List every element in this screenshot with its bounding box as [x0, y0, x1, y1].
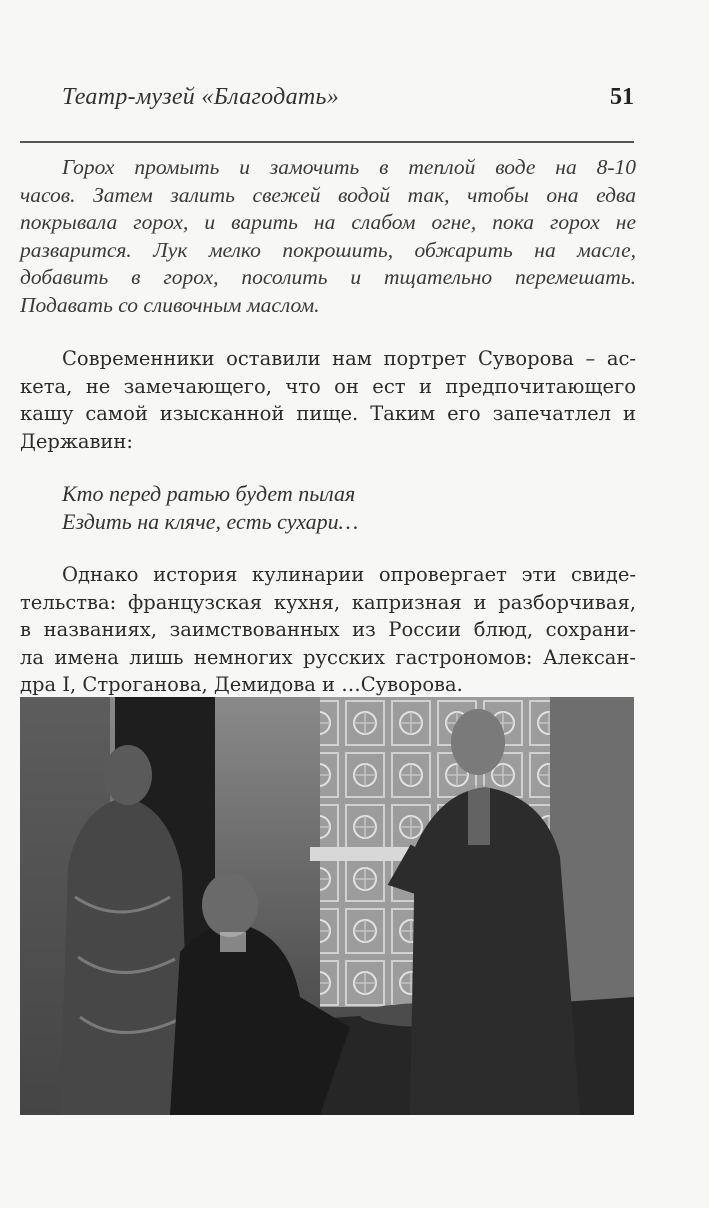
- paragraph-line: кета, не замечающего, что он ест и предпочитающего: [20, 374, 636, 398]
- running-header: [62, 84, 634, 118]
- recipe-line: часов. Затем залить свежей водой так, чтобы она едва: [20, 182, 636, 207]
- recipe-text: [20, 154, 636, 319]
- paragraph-line: кашу самой изысканной пище. Таким его запечатлел и: [20, 402, 636, 426]
- verse-quote: [62, 480, 622, 536]
- paragraph-line: в названиях, заимствованных из России блюд, сохрани-: [20, 618, 636, 642]
- recipe-line: добавить в горох, посолить и тщательно перемешать.: [20, 265, 636, 289]
- verse-line: Ездить на кляче, есть сухари…: [62, 509, 359, 534]
- photo-illustration: [20, 697, 634, 1115]
- museum-wax-figures-photo: [20, 697, 634, 1115]
- page-number: 51: [610, 84, 634, 110]
- paragraph-line: тельства: французская кухня, капризная и разборчивая,: [20, 590, 636, 614]
- header-rule: [20, 141, 634, 143]
- recipe-line: Подавать со сливочным маслом.: [20, 292, 320, 317]
- recipe-line: покрывала горох, и варить на слабом огне, пока горох не: [20, 210, 636, 234]
- verse-line: Кто перед ратью будет пылая: [62, 481, 356, 506]
- paragraph-line: Однако история кулинарии опровергает эти свиде-: [62, 563, 636, 586]
- running-title: Театр-музей «Благодать»: [62, 84, 340, 110]
- paragraph-line: дра I, Строганова, Демидова и …Суворова.: [20, 673, 463, 697]
- paragraph-line: Современники оставили нам портрет Суворова – ас-: [62, 347, 636, 370]
- recipe-line: Горох промыть и замочить в теплой воде на 8-10: [62, 155, 636, 179]
- recipe-line: разварится. Лук мелко покрошить, обжарить на масле,: [20, 237, 636, 262]
- paragraph-line: Державин:: [20, 429, 133, 453]
- paragraph-culinary-history: [20, 561, 636, 699]
- paragraph-line: ла имена лишь немногих русских гастрономов: Алексан-: [20, 645, 636, 669]
- paragraph-contemporaries: [20, 345, 636, 455]
- figure-left: [60, 797, 190, 1115]
